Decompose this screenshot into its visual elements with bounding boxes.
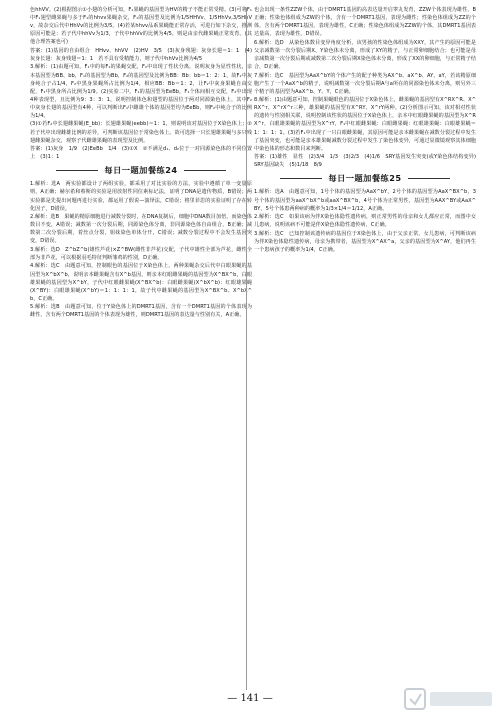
answer-paragraph: 3.解析：选D Z^bZ^b(雄性芦花)×Z^BW(雌性非芦花)交配，子代中雄性全部为芦花，雌性全部为非芦花，可以根据羽毛特征判断雏鸡的性别，D正确。 [30, 246, 252, 261]
answer-paragraph: 也会出现一条性ZZW个体，由于DMRT1基因的高表达量开启睾丸发育，ZZW个体表现为雄性，B正确；性染色体组成为ZW的个体，含有一个DMRT1基因，表现为雌性；性染色体组成为ZZ的个体，含有两个DMRT1基因，表现为雄性，C正确；性染色体组成为ZZW的个体，其DMRT1基因表达量高，表现为雄性，D错误。 [254, 7, 476, 38]
answer-paragraph: 答案：(1)基因的自由组合 HHvv、hhVV (2)HV 3/5 (3)灰身残翅：灰身长翅＝1：1 (4)灰身长翅：灰身残翅＝1：1 若不具有受精能力，则子代中hhVv比例为4/5 [30, 47, 252, 62]
left-column [30, 6, 252, 320]
answer-paragraph: 答案：(1)灰身 1/9 (2)EeBb 1/4 (3)①X ②不满足d₁、d₂位于一对同源染色体的不同位置上 (3)1：1 [30, 146, 252, 161]
section-heading-25 [254, 172, 476, 184]
answer-paragraph: 色hhVV。(2)根据图示①小翅的分析可知，F₁果蝇的基因型为HV的精子不能正常受精。(3)可将F₁中F₁翅型雌果蝇与多于F₁的hhvv果蝇杂交，F₁的基因型及比例为1/5HHVv、1/5HhVv,3/5HhVv，故杂交后代中HhVv的比例为3/5。(4)若某hhvv品系果蝇能正常存活，可进行如下杂交，推测原因可能是：若子代中hhVv为1/3，子代中hhVv的比例为4/5，则是由亲代雌果蝇正常发育。(其他合理答案也可) [30, 7, 252, 46]
heading-rule-left [56, 170, 98, 171]
answer-paragraph: 6.解析：选D 从染色体数目变异角度分析，该男孩的性染色体组成为XXY，其产生的原因可能是父亲减数第一次分裂后期X、Y染色体未分离，形成了XY的精子，与正常卵细胞结合；也可能是母亲减数第一次分裂后期或减数第二次分裂后期X染色体未分离，形成了XX的卵细胞，与正常精子结合，D正确。 [254, 39, 476, 71]
watermark-logo-icon [404, 686, 496, 712]
answer-paragraph: 答案：(1)雄性 显性 (2)3/4 1/3 (3)2/3 (4)1/6 SRY基因发生突变(或Y染色体结构变异) SRY基因缺失 (5)1/18 8/9 [254, 154, 482, 169]
section-heading-text: 每日一题加餐练25 [328, 173, 402, 184]
heading-rule-left [280, 178, 322, 179]
answer-paragraph: 3.解析：选C 已知控制该遗传病的基因位于X染色体上，由于父亲正常，女儿患病，可判断该病为伴X染色体隐性遗传病，母亲为携带者，基因型为X^AX^a，父亲的基因型为X^AY，他们再生一个患病孩子的概率为1/4，C正确。 [254, 230, 476, 253]
heading-rule-right [184, 170, 226, 171]
answer-paragraph: 1.解析：选A 两实验都设计了两组实验，都采用了对比实验的方法，实验中遵循了单一变量原则，A正确；赫尔希和蔡斯的实验是用放射性同位素标记法，证明了DNA是遗传物质，B错误；两实验都是先提出问题再进行实验，都运用了假说—演绎法，C错误；格里菲思的实验证明了存在转化因子，D错误。 [30, 181, 252, 212]
answer-paragraph: 3.解析：(1)由题可知，F₁中的每F₁的果蝇交配，F₂中出现了性状分离，说明灰身为显性性状，亲本基因型为BB、bb，F₁的基因型为Bb，F₂的基因型及比例为BB：Bb：bb＝1：2：1，故F₂中灰身纯合子占1/4，F₂中黑身果蝇所占比例为1/4，相应BB：Bb＝1：2，让F₂中灰身果蝇自由交配，F₃中黑身所占比例为1/9。(2)实验二中，F₁的基因型为EeBb，F₁个体间相互交配，F₂中出现4种表现型，且比例为9：3：3：1，说明控制体色和翅型的基因位于两对同源染色体上，其中F₂中灰身长翅的基因型有4种，可以判断出F₁中雌雄个体的基因型均为EeBb，则F₂中纯合子的比例为1/4。 [30, 64, 252, 119]
answer-paragraph: (3)①若F₂中长翅雌果蝇(E_bb)：长翅雄果蝇(eebb)＝1：1，则说明该对基因位于X染色体上；②若子代中出现雌雄比例的差异，可判断该基因位于常染色体上。故可选择一只长翅雄果蝇与多只残翅雌果蝇杂交，观察子代雌雄果蝇的表现型及比例。 [30, 121, 252, 144]
answer-paragraph: 4.解析：选C 由题意可知，控制眼色的基因位于X染色体上，两种果蝇杂交后代中白眼果蝇的基因型为X^bX^b，说明亲本雌果蝇含有X^b基因，则亲本红眼雌果蝇的基因型为X^BX^b，白眼雄果蝇的基因型为X^bY，子代中红眼雌果蝇(X^BX^b)：白眼雌果蝇(X^bX^b)：红眼雄果蝇(X^BY)：白眼雄果蝇(X^bY)＝1：1：1：1，故子代中雌果蝇的基因型为X^BX^b、X^bX^b，C正确。 [30, 263, 252, 302]
section-heading-text: 每日一题加餐练24 [104, 165, 178, 176]
right-column [254, 6, 482, 254]
answer-paragraph: 7.解析：选C 基因型为AaX^bY的个体产生的配子种类为AX^b、aX^b、AY、aY，若该精原细胞产生了一个AaX^b的精子，说明减数第一次分裂后期A与a所在的同源染色体未分离，则另外三个精子的基因型为AaX^b、Y、Y，C正确。 [254, 72, 476, 95]
answer-paragraph: 8.解析：(1)由题意可知，控制果蝇眼色的基因位于X染色体上，雌果蝇的基因型有X^RX^R、X^RX^r、X^rX^r三种，雄果蝇的基因型有X^RY、X^rY两种。(2)分析图示可知，该对相对性状的遗传与性别相关联，说明控制该性状的基因位于X染色体上，亲本中红眼雌果蝇的基因型为X^RX^r，白眼雄果蝇的基因型为X^rY，F₁中红眼雌果蝇：白眼雌果蝇：红眼雄果蝇：白眼雄果蝇＝1：1：1：1。(3)若F₁中出现了一只白眼雌果蝇，其原因可能是亲本雌果蝇在减数分裂过程中发生了基因突变，也可能是亲本雄果蝇减数分裂过程中发生了染色体变异，可通过显微镜观察其体细胞中染色体的形态和数目来判断。 [254, 97, 476, 152]
section-heading-24 [30, 164, 252, 176]
heading-rule-right [408, 178, 450, 179]
answer-paragraph: 5.解析：选B 由题意可知，位于Y染色体上的DMRT1基因，含有一个DMRT1基因的个体表现为雌性，含有两个DMRT1基因的个体表现为雄性，则DMRT1基因的表达量与性别有关，A正确。 [30, 304, 252, 319]
answer-paragraph: 1.解析：选A 由题意可知，1号个体的基因型为AaX^bY，2号个体的基因型为AaX^BX^b，3号个体的基因型为aaX^bX^b或aaX^BX^b，4号个体为正常男性，基因型为AAX^BY或AaX^BY，5号个体患两种病的概率为1/3×1/4＝1/12，A正确。 [254, 189, 476, 212]
answer-paragraph: 2.解析：选C 如果该病为伴X染色体隐性遗传病，则正常男性的母亲和女儿都应正常，而图中女儿患病，说明该病不可能是伴X染色体隐性遗传病，C正确。 [254, 214, 476, 229]
column-divider [246, 8, 247, 690]
answer-paragraph: 2.解析：选B 果蝇的精原细胞进行减数分裂时，在DNA复制后，细胞中DNA数目加倍，而染色体数目不变，A错误；减数第一次分裂后期，同源染色体分离，非同源染色体自由组合，B正确；减数第二次分裂后期，着丝点分裂，姐妹染色单体分开，C错误；减数分裂过程中不会发生基因突变，D错误。 [30, 214, 252, 245]
page-number: — 141 — [227, 693, 273, 704]
